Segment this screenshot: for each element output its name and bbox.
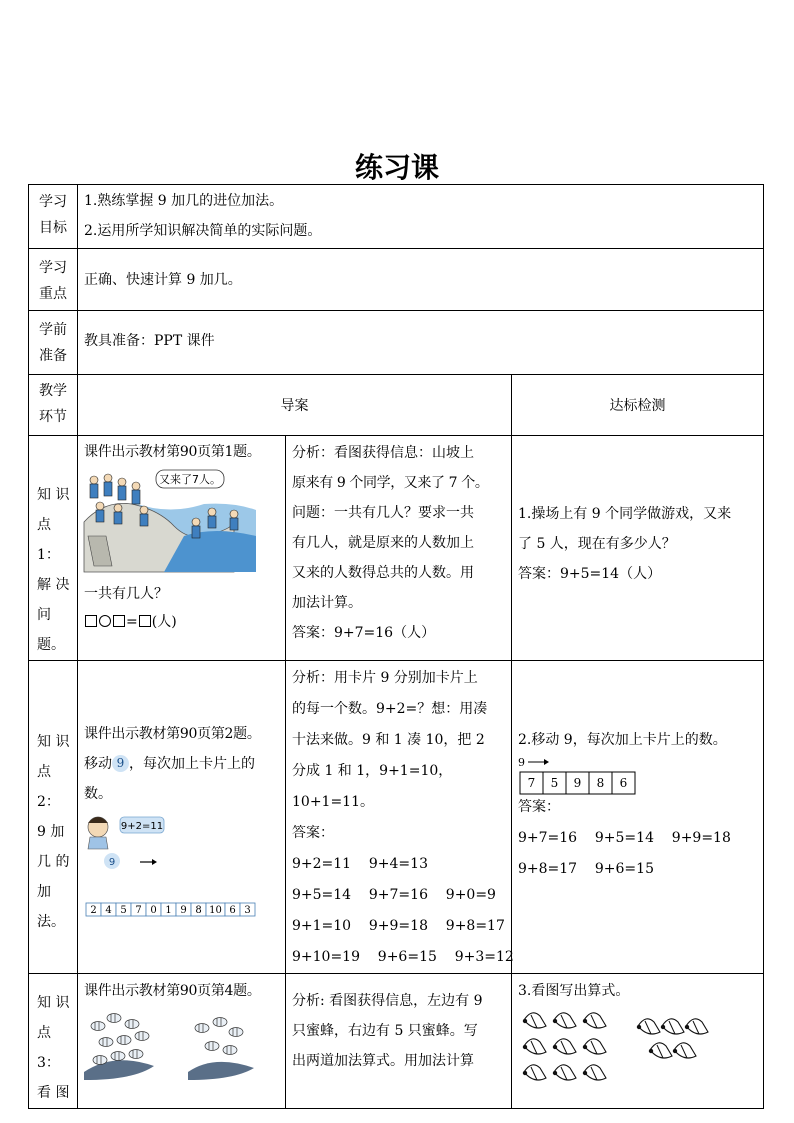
bee-head: [523, 1071, 527, 1075]
section1-label-3: 解 决: [37, 577, 70, 593]
bee-icon: [584, 1065, 606, 1080]
analysis-line: 原来有 9 个同学，又来了 7 个。: [292, 475, 489, 491]
focus-label-1: 学习: [39, 260, 67, 276]
answer-line: 9+10=19 9+6=15 9+3=12: [292, 949, 514, 965]
section2-intro: 课件出示教材第90页第2题。: [84, 726, 261, 742]
goal-label: [29, 185, 78, 249]
section3-guide: [78, 974, 286, 1109]
section1-row: [29, 436, 764, 661]
section2-label-1: 知 识: [37, 734, 70, 750]
bubble-equation: 9+2=11: [120, 821, 164, 832]
analysis-line: 分析：看图获得信息：山坡上: [292, 445, 474, 461]
section1-intro: 课件出示教材第90页第1题。: [84, 444, 261, 460]
lesson-table-frame: [28, 184, 764, 1101]
bee-head: [523, 1045, 527, 1049]
bee-head: [583, 1045, 587, 1049]
number-card-value: 2: [90, 905, 97, 916]
number-card-value: 1: [165, 905, 172, 916]
bee-head: [649, 1049, 653, 1053]
bee-icon: [554, 1065, 576, 1080]
number-card-value: 3: [244, 905, 251, 916]
nine-card: 9: [112, 755, 129, 772]
section2-analysis: [286, 661, 512, 974]
bee-icon: [554, 1039, 576, 1054]
bee-icon: [584, 1013, 606, 1028]
bee-head: [673, 1049, 677, 1053]
bee-icon: [584, 1039, 606, 1054]
check-answer-label: 答案：: [518, 799, 560, 815]
bee-icon: [91, 1022, 105, 1031]
check-line: 1.操场上有 9 个同学做游戏，又来: [518, 506, 732, 522]
section2-row: [29, 661, 764, 974]
section1-label-1: 知 识: [37, 487, 70, 503]
number-card-value: 6: [229, 905, 236, 916]
check-card-row: [520, 772, 635, 794]
prep-row: [29, 311, 764, 375]
number-card-value: 5: [120, 905, 127, 916]
analysis-line: 分析：用卡片 9 分别加卡片上: [292, 670, 478, 686]
bee-icon: [107, 1014, 121, 1023]
prep-label-2: 准备: [39, 348, 67, 364]
guide-header: 导案: [78, 375, 512, 436]
check-answer: 9+8=17 9+6=15: [518, 861, 654, 877]
prep-content: 教具准备：PPT 课件: [78, 311, 764, 375]
goal-content: [78, 185, 764, 249]
section3-label-3: 看 图: [37, 1085, 70, 1101]
bee-icon: [686, 1019, 708, 1034]
section3-label: [29, 974, 78, 1109]
section1-question: 一共有几人？: [84, 586, 168, 602]
number-card-value: 8: [195, 905, 202, 916]
bee-icon: [524, 1065, 546, 1080]
goal-label-2: 目标: [39, 220, 67, 236]
bee-icon: [554, 1013, 576, 1028]
section3-intro: 课件出示教材第90页第4题。: [84, 983, 261, 999]
bee-icon: [195, 1024, 209, 1033]
number-card-value: 9: [180, 905, 187, 916]
lesson-table: [28, 184, 764, 1109]
check-title: 3.看图写出算式。: [518, 983, 630, 999]
goal-row: [29, 185, 764, 249]
analysis-line: 答案：: [292, 825, 334, 841]
prep-label: [29, 311, 78, 375]
header-label-2: 环节: [39, 409, 67, 425]
bee-icon: [524, 1039, 546, 1054]
check-title: 2.移动 9，每次加上卡片上的数。: [518, 732, 727, 748]
bee-icon: [205, 1042, 219, 1051]
blank-box-icon: [85, 615, 97, 627]
section1-check: [512, 436, 764, 661]
bees-drawing: [518, 1006, 758, 1086]
analysis-line: 问题：一共有几人？要求一共: [292, 505, 474, 521]
section2-label: [29, 661, 78, 974]
bee-icon: [650, 1043, 672, 1058]
bee-icon: [99, 1038, 113, 1047]
answer-line: 9+2=11 9+4=13: [292, 856, 428, 872]
check-answer: 9+7=16 9+5=14 9+9=18: [518, 830, 731, 846]
analysis-line: 分析: 看图获得信息，左边有 9: [292, 993, 483, 1009]
section1-formula: = (人): [84, 608, 281, 636]
analysis-line: 加法计算。: [292, 595, 362, 611]
focus-label-2: 重点: [39, 286, 67, 302]
bee-icon: [524, 1013, 546, 1028]
section3-label-1: 知 识: [37, 995, 70, 1011]
move-rest: ，每次加上卡片上的: [129, 756, 255, 772]
number-card-value: 7: [135, 905, 142, 916]
section1-label: [29, 436, 78, 661]
blank-box-icon: [113, 615, 125, 627]
focus-content: 正确、快速计算 9 加几。: [78, 249, 764, 311]
bee-head: [637, 1025, 641, 1029]
check-line: 答案：9+5=14（人）: [518, 566, 662, 582]
section1-guide: [78, 436, 286, 661]
page-title: 练习课: [354, 151, 439, 184]
blank-box-icon: [139, 615, 151, 627]
bee-icon: [229, 1028, 243, 1037]
bee-icon: [129, 1050, 143, 1059]
section2-label-2: 点 2：: [37, 764, 60, 810]
header-label-1: 教学: [39, 383, 67, 399]
check-card-value: 5: [550, 776, 559, 790]
bee-head: [553, 1019, 557, 1023]
section2-label-3: 9 加: [37, 824, 65, 840]
number-card-value: 0: [150, 905, 157, 916]
number-card-row: [86, 903, 255, 916]
move-word: 移动: [84, 756, 112, 772]
analysis-line: 分成 1 和 1，9+1=10，: [292, 763, 453, 779]
section1-label-2: 点 1：: [37, 517, 60, 563]
bee-head: [523, 1019, 527, 1023]
bee-head: [553, 1045, 557, 1049]
bee-group: [84, 1014, 254, 1081]
nine-card-small: 9: [108, 857, 116, 868]
section2-label-4: 几 的: [37, 854, 70, 870]
bee-icon: [674, 1043, 696, 1058]
analysis-line: 又来的人数得总共的人数。用: [292, 565, 474, 581]
check-header: 达标检测: [512, 375, 764, 436]
section2-check: [512, 661, 764, 974]
header-label: [29, 375, 78, 436]
bee-icon: [662, 1019, 684, 1034]
bee-icon: [117, 1036, 131, 1045]
prep-label-1: 学前: [39, 322, 67, 338]
check-card-value: 9: [573, 776, 582, 790]
answer-line: 9+5=14 9+7=16 9+0=9: [292, 887, 496, 903]
section1-analysis: [286, 436, 512, 661]
section2-label-5: 加法。: [37, 884, 65, 930]
goal-line-2: 2.运用所学知识解决简单的实际问题。: [84, 223, 322, 239]
analysis-line: 只蜜蜂，右边有 5 只蜜蜂。写: [292, 1023, 478, 1039]
section2-move: [84, 749, 281, 779]
bee-head: [661, 1025, 665, 1029]
bee-head: [553, 1071, 557, 1075]
move-end: 数。: [84, 786, 112, 802]
number-card-value: 4: [105, 905, 112, 916]
bee-icon: [223, 1046, 237, 1055]
number-card-value: 10: [209, 905, 222, 916]
leaf-shape: [188, 1062, 254, 1080]
bee-icon: [125, 1020, 139, 1029]
goal-label-1: 学习: [39, 194, 67, 210]
check-card-value: 8: [596, 776, 605, 790]
speech-bubble-text: 又来了7人。: [159, 473, 221, 486]
analysis-line: 答案：9+7=16（人）: [292, 625, 436, 641]
check-card-value: 6: [619, 776, 628, 790]
header-row: [29, 375, 764, 436]
bee-icon: [111, 1052, 125, 1061]
section3-label-2: 点 3：: [37, 1025, 60, 1071]
analysis-line: 十法来做。9 和 1 凑 10，把 2: [292, 732, 485, 748]
section2-guide: [78, 661, 286, 974]
bee-grid: [523, 1013, 708, 1080]
bee-icon: [135, 1032, 149, 1041]
bee-head: [685, 1025, 689, 1029]
check-nine: 9: [518, 756, 525, 769]
answer-line: 9+1=10 9+9=18 9+8=17: [292, 918, 505, 934]
analysis-line: 有几人，就是原来的人数加上: [292, 535, 474, 551]
check-line: 了 5 人，现在有多少人？: [518, 536, 676, 552]
formula-unit: (人): [151, 614, 177, 630]
bee-head: [583, 1071, 587, 1075]
section3-row: [29, 974, 764, 1109]
section3-analysis: [286, 974, 512, 1109]
analysis-line: 出两道加法算式。用加法计算: [292, 1053, 474, 1069]
analysis-line: 10+1=11。: [292, 794, 374, 810]
hill-children-illustration: [84, 466, 256, 572]
analysis-line: 的每一个数。9+2=？想：用凑: [292, 701, 488, 717]
blank-circle-icon: [99, 615, 111, 627]
bee-icon: [93, 1056, 107, 1065]
section3-check: [512, 974, 764, 1109]
goal-line-1: 1.熟练掌握 9 加几的进位加法。: [84, 193, 284, 209]
bee-icon: [213, 1018, 227, 1027]
focus-label: [29, 249, 78, 311]
focus-row: [29, 249, 764, 311]
cards-illustration: [84, 809, 262, 917]
bee-head: [583, 1019, 587, 1023]
bees-flowers-illustration: [84, 1006, 264, 1080]
check-card-value: 7: [527, 776, 536, 790]
section1-label-4: 问题。: [37, 607, 65, 653]
bee-icon: [638, 1019, 660, 1034]
